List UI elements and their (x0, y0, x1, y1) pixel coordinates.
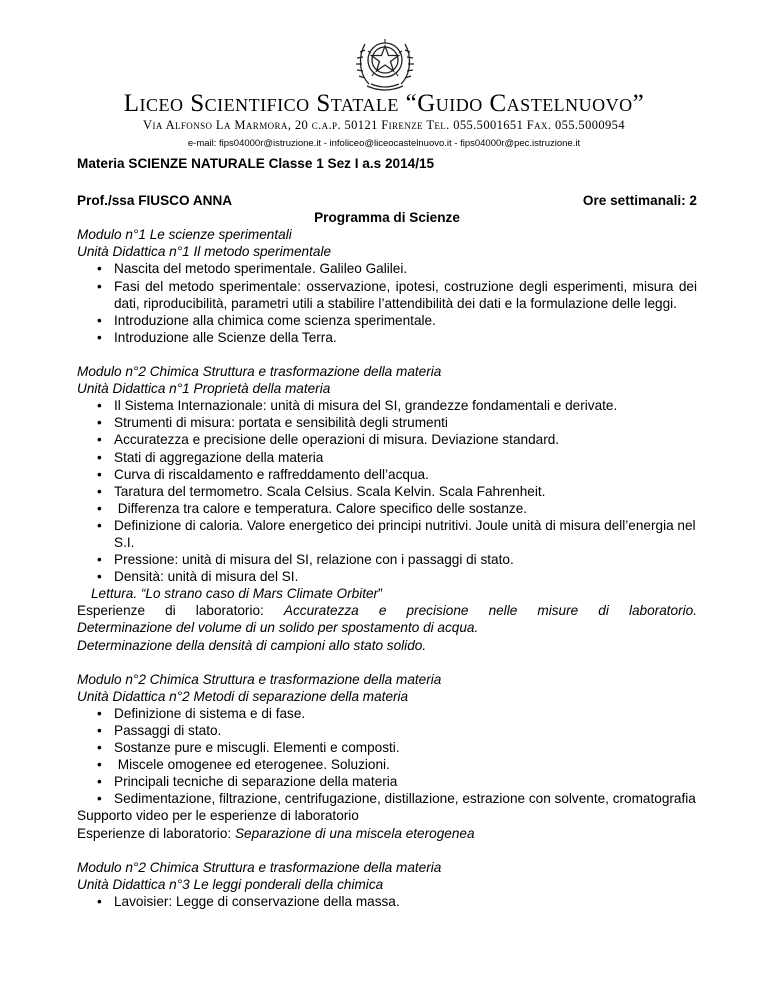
subject-line: Materia SCIENZE NATURALE Classe 1 Sez I a.s 2014/15 (77, 156, 435, 171)
teacher-name: Prof./ssa FIUSCO ANNA (77, 193, 233, 209)
school-name: Liceo Scientifico Statale “Guido Castelnuovo” (123, 90, 645, 117)
bullet-icon: • (97, 329, 102, 345)
bullet-icon: • (97, 398, 102, 414)
bullet-icon: • (97, 449, 102, 465)
list-item: • Sostanze pure e miscugli. Elementi e composti. (97, 740, 400, 756)
unit-title: Unità Didattica n°3 Le leggi ponderali della chimica (77, 876, 384, 892)
reading-line: Lettura. “Lo strano caso di Mars Climate Orbiter” (91, 586, 383, 602)
list-item: • Densità: unità di misura del SI. (97, 569, 299, 585)
list-item: • Introduzione alla chimica come scienza sperimentale. (97, 312, 436, 328)
bullet-icon: • (97, 312, 102, 328)
school-contacts: e-mail: fips04000r@istruzione.it - infoliceo@liceocastelnuovo.it - fips04000r@pec.istruzione.it (187, 138, 581, 149)
bullet-icon: • (97, 466, 102, 482)
bullet-icon: • (97, 432, 102, 448)
bullet-icon: • (97, 415, 102, 431)
weekly-hours: Ore settimanali: 2 (582, 193, 697, 209)
bullet-icon: • (97, 278, 102, 294)
bullet-icon: • (97, 705, 102, 721)
republic-emblem-icon (355, 26, 415, 94)
lab-line: Determinazione della densità di campioni allo stato solido. (77, 637, 427, 653)
bullet-icon: • (97, 740, 102, 756)
list-item: • Pressione: unità di misura del SI, relazione con i passaggi di stato. (97, 552, 514, 568)
list-item: • Definizione di sistema e di fase. (97, 705, 306, 721)
lab-line: Esperienze di laboratorio: Separazione di una miscela eterogenea (77, 825, 475, 841)
teacher-row (77, 192, 697, 209)
bullet-icon: • (97, 569, 102, 585)
bullet-icon: • (97, 483, 102, 499)
bullet-icon: • (97, 261, 102, 277)
module-title: Modulo n°2 Chimica Struttura e trasformazione della materia (77, 859, 442, 875)
video-line: Supporto video per le esperienze di laboratorio (77, 808, 359, 824)
program-content (77, 155, 697, 910)
bullet-icon: • (97, 517, 102, 533)
module-title: Modulo n°1 Le scienze sperimentali (77, 227, 292, 243)
list-item: • Introduzione alle Scienze della Terra. (97, 329, 337, 345)
bullet-icon: • (97, 757, 102, 773)
module-title: Modulo n°2 Chimica Struttura e trasformazione della materia (77, 364, 442, 380)
list-item: • Nascita del metodo sperimentale. Galileo Galilei. (97, 261, 408, 277)
list-item: • Strumenti di misura: portata e sensibilità degli strumenti (97, 415, 448, 431)
unit-title: Unità Didattica n°1 Proprietà della materia (77, 381, 331, 397)
bullet-icon: • (97, 723, 102, 738)
list-item: • Accuratezza e precisione delle operazioni di misura. Deviazione standard. (97, 432, 560, 448)
bullet-icon: • (97, 893, 102, 909)
list-item: • Miscele omogenee ed eterogenee. Soluzioni. (97, 757, 390, 773)
bullet-icon: • (97, 500, 102, 516)
list-item: • Lavoisier: Legge di conservazione della massa. (97, 893, 400, 909)
list-item: • Taratura del termometro. Scala Celsius. Scala Kelvin. Scala Fahrenheit. (97, 483, 546, 499)
topic-list (77, 893, 697, 910)
topic-list (77, 705, 697, 808)
list-item: • Passaggi di stato. (97, 723, 222, 738)
bullet-icon: • (97, 552, 102, 568)
lab-line: Determinazione del volume di un solido per spostamento di acqua. (77, 620, 479, 636)
program-title: Programma di Scienze (314, 210, 460, 226)
bullet-icon: • (97, 791, 102, 807)
list-item: • Il Sistema Internazionale: unità di misura del SI, grandezze fondamentali e derivate. (97, 398, 618, 414)
list-item: • Stati di aggregazione della materia (97, 449, 324, 465)
school-address: Via Alfonso La Marmora, 20 c.a.p. 50121 Firenze Tel. 055.5001651 Fax. 055.5000954 (143, 118, 625, 132)
unit-title: Unità Didattica n°1 Il metodo sperimentale (77, 244, 332, 260)
unit-title: Unità Didattica n°2 Metodi di separazione della materia (77, 688, 409, 704)
list-item: • Differenza tra calore e temperatura. Calore specifico delle sostanze. (97, 500, 528, 516)
module-title: Modulo n°2 Chimica Struttura e trasformazione della materia (77, 671, 442, 687)
list-item: • Principali tecniche di separazione della materia (97, 774, 398, 790)
topic-list (77, 397, 697, 585)
topic-list (77, 260, 697, 345)
bullet-icon: • (97, 774, 102, 790)
lab-line: Esperienze di laboratorio: Accuratezza e precisione nelle misure di laboratorio. (77, 603, 697, 619)
list-item: • Sedimentazione, filtrazione, centrifugazione, distillazione, estrazione con solvente, cromatografia (97, 791, 696, 807)
list-item: • Curva di riscaldamento e raffreddamento dell’acqua. (97, 466, 429, 482)
list-item: • Definizione di caloria. Valore energetico dei principi nutritivi. Joule unità di misura dell’energia nel S.I. (97, 517, 696, 550)
list-item: • Fasi del metodo sperimentale: osservazione, ipotesi, costruzione degli esperimenti, misura dei dati, riproducibilità, parametri utili a stabilire l’attendibilità dei dati e la formulazione delle leggi. (97, 278, 697, 311)
